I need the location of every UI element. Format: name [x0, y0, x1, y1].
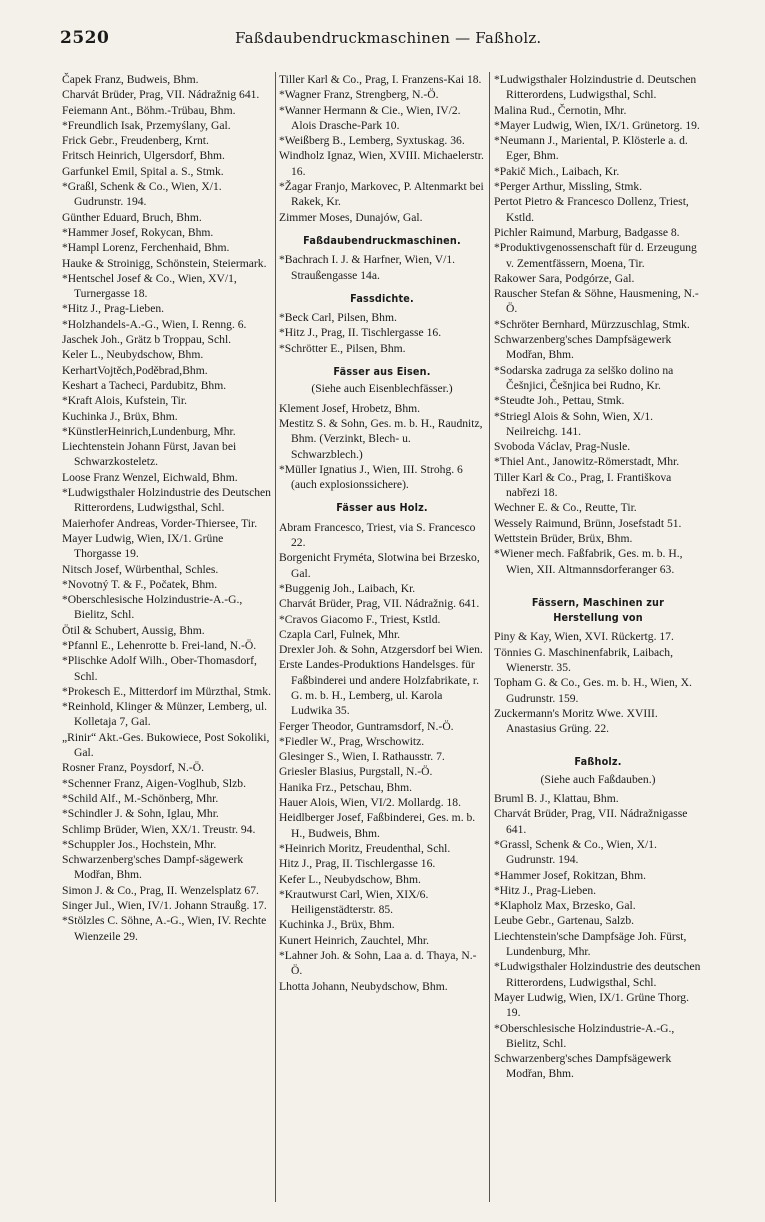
directory-entry: „Rinir“ Akt.-Ges. Bukowiece, Post Sokoliki, Gal. [62, 730, 270, 760]
directory-entry: *Steudte Joh., Pettau, Stmk. [494, 394, 625, 408]
directory-entry: *Bachrach I. J. & Harfner, Wien, V/1. Straußengasse 14a. [279, 253, 456, 282]
directory-entry: *Striegl Alois & Sohn, Wien, X/1. Neilreichg. 141. [494, 409, 654, 438]
directory-entry: Glesinger S., Wien, I. Rathausstr. 7. [279, 750, 445, 764]
section-entries [494, 629, 702, 736]
directory-entry: Erste Landes-Produktions Handelsges. für Faßbinderei und andere Holzfabrikate, r. G. m. b. H., Lemberg, ul. Karola Ludwika 35. [279, 658, 480, 718]
section-faessern-maschinen [494, 595, 702, 626]
directory-entry: Schlimp Brüder, Wien, XX/1. Treustr. 94. [62, 822, 256, 836]
directory-entry: *Ludwigsthaler Holzindustrie d. Deutschen Ritterordens, Ludwigsthal, Schl. [494, 73, 697, 102]
directory-entry: *Pfannl E., Lehenrotte b. Frei-land, N.-Ö. [62, 638, 257, 652]
directory-entry: *Wiener mech. Faßfabrik, Ges. m. b. H., Wien, XII. Altmannsdorferanger 63. [494, 547, 683, 576]
directory-entry: Singer Jul., Wien, IV/1. Johann Straußg. 17. [62, 899, 267, 913]
directory-entry: Tönnies G. Maschinenfabrik, Laibach, Wienerstr. 35. [494, 645, 674, 674]
column-3 [494, 72, 702, 1202]
directory-entry: *KünstlerHeinrich,Lundenburg, Mhr. [62, 424, 236, 438]
directory-entry: *Kraft Alois, Kufstein, Tir. [62, 394, 187, 408]
directory-entry: Rauscher Stefan & Söhne, Hausmening, N.-Ö. [494, 287, 699, 316]
directory-entry: *Ludwigsthaler Holzindustrie des deutschen Ritterordens, Ludwigsthal, Schl. [494, 960, 701, 989]
directory-entry: Zuckermann's Moritz Wwe. XVIII. Anastasius Grüng. 22. [494, 706, 658, 736]
directory-entry: *Müller Ignatius J., Wien, III. Strohg. 6 (auch explosionssichere). [279, 462, 463, 492]
section-entries [494, 791, 702, 1082]
directory-entry: Borgenicht Fryméta, Slotwina bei Brzesko, Gal. [279, 551, 480, 580]
directory-entry: *Oberschlesische Holzindustrie-A.-G., Bielitz, Schl. [62, 593, 243, 622]
section-entries [279, 310, 485, 356]
section-title: Fässern, Maschinen zur Herstellung von [531, 595, 665, 625]
directory-entry: *Novotný T. & F., Počatek, Bhm. [62, 577, 218, 591]
directory-entry: Abram Francesco, Triest, via S. Francesco 22. [279, 520, 476, 550]
directory-entry: Rakower Sara, Podgórze, Gal. [494, 271, 635, 285]
directory-entry: *Schild Alf., M.-Schönberg, Mhr. [62, 791, 219, 805]
directory-entry: KerhartVojtěch,Poděbrad,Bhm. [62, 363, 208, 377]
column-rule-2 [489, 72, 490, 1202]
directory-entry: Schwarzenberg'sches Dampfsägewerk Modřan, Bhm. [494, 1052, 672, 1081]
directory-entry: Keshart a Tacheci, Pardubitz, Bhm. [62, 378, 227, 392]
directory-entry: *Lahner Joh. & Sohn, Laa a. d. Thaya, N.-Ö. [279, 949, 477, 978]
column-3-top-list [494, 72, 702, 577]
section-fassholz [494, 754, 702, 787]
directory-entry: Keler L., Neubydschow, Bhm. [62, 348, 204, 362]
column-rule-1 [275, 72, 276, 1202]
directory-entry: Hitz J., Prag, II. Tischlergasse 16. [279, 857, 436, 871]
directory-entry: Drexler Joh. & Sohn, Atzgersdorf bei Wien. [279, 643, 483, 657]
directory-entry: *Hentschel Josef & Co., Wien, XV/1, Turnergasse 18. [62, 271, 237, 301]
directory-entry: Charvát Brüder, Prag, VII. Nádražnig. 641. [279, 597, 480, 611]
directory-entry: *Produktivgenossenschaft für d. Erzeugung v. Zementfässern, Moena, Tir. [494, 241, 697, 270]
directory-entry: Charvát Brüder, Prag, VII. Nádražnig 641. [62, 88, 260, 102]
directory-entry: Mayer Ludwig, Wien, IX/1. Grüne Thorg. 19. [494, 990, 689, 1020]
directory-entry: *Grassl, Schenk & Co., Wien, X/1. Gudrunstr. 194. [494, 837, 657, 867]
section-entries [279, 252, 485, 283]
directory-entry: Charvát Brüder, Prag, VII. Nádražnigasse 641. [494, 807, 688, 836]
page-header [60, 28, 710, 54]
section-title: Fassdichte. [350, 291, 414, 305]
directory-entry: *Klapholz Max, Brzesko, Gal. [494, 899, 636, 913]
directory-entry: *Wagner Franz, Strengberg, N.-Ö. [279, 88, 439, 102]
directory-entry: Klement Josef, Hrobetz, Bhm. [279, 401, 421, 415]
directory-entry: Ötil & Schubert, Aussig, Bhm. [62, 623, 205, 637]
directory-entry: *Žagar Franjo, Markovec, P. Altenmarkt bei Rakek, Kr. [279, 180, 484, 209]
section-note: (Siehe auch Eisenblechfässer.) [311, 382, 453, 396]
directory-entry: Fritsch Heinrich, Ulgersdorf, Bhm. [62, 149, 225, 163]
directory-entry: Piny & Kay, Wien, XVI. Rückertg. 17. [494, 630, 674, 644]
section-entries [279, 520, 485, 994]
section-entries [279, 401, 485, 493]
directory-entry: Nitsch Josef, Würbenthal, Schles. [62, 562, 219, 576]
directory-entry: *Cravos Giacomo F., Triest, Kstld. [279, 612, 441, 626]
directory-entry: Kunert Heinrich, Zauchtel, Mhr. [279, 933, 430, 947]
column-1 [62, 72, 272, 1202]
directory-entry: *Graßl, Schenk & Co., Wien, X/1. Gudrunstr. 194. [62, 180, 222, 209]
directory-entry: Svoboda Václav, Prag-Nusle. [494, 440, 631, 454]
directory-entry: Garfunkel Emil, Spital a. S., Stmk. [62, 164, 224, 178]
directory-entry: Leube Gebr., Gartenau, Salzb. [494, 914, 635, 928]
directory-entry: Günther Eduard, Bruch, Bhm. [62, 210, 202, 224]
directory-entry: *Schröter Bernhard, Mürzzuschlag, Stmk. [494, 317, 690, 331]
directory-entry: *Oberschlesische Holzindustrie-A.-G., Bielitz, Schl. [494, 1021, 675, 1050]
directory-entry: Wettstein Brüder, Brüx, Bhm. [494, 531, 633, 545]
directory-entry: Liechtenstein'sche Dampfsäge Joh. Fürst, Lundenburg, Mhr. [494, 929, 687, 959]
directory-entry: Pichler Raimund, Marburg, Badgasse 8. [494, 225, 680, 239]
directory-entry: *Holzhandels-A.-G., Wien, I. Renng. 6. [62, 317, 247, 331]
section-faesser-aus-holz [279, 500, 485, 515]
directory-entry: Maierhofer Andreas, Vorder-Thiersee, Tir. [62, 516, 258, 530]
directory-entry: *Pakič Mich., Laibach, Kr. [494, 164, 620, 178]
directory-entry: Schwarzenberg'sches Dampf-sägewerk Modřan, Bhm. [62, 853, 244, 882]
directory-entry: Loose Franz Wenzel, Eichwald, Bhm. [62, 470, 238, 484]
directory-entry: Feiemann Ant., Böhm.-Trübau, Bhm. [62, 103, 236, 117]
directory-entry: *Heinrich Moritz, Freudenthal, Schl. [279, 841, 451, 855]
directory-entry: *Buggenig Joh., Laibach, Kr. [279, 581, 416, 595]
directory-entry: *Thiel Ant., Janowitz-Römerstadt, Mhr. [494, 455, 680, 469]
directory-entry: Heidlberger Josef, Faßbinderei, Ges. m. b. H., Budweis, Bhm. [279, 811, 476, 840]
page-number: 2520 [60, 28, 110, 48]
directory-entry: *Stölzles C. Söhne, A.-G., Wien, IV. Rechte Wienzeile 29. [62, 914, 267, 943]
section-title: Fässer aus Eisen. [333, 365, 431, 379]
directory-entry: Hanika Frz., Petschau, Bhm. [279, 780, 412, 794]
directory-entry: Windholz Ignaz, Wien, XVIII. Michaelerstr. 16. [279, 149, 484, 178]
directory-entry: *Prokesch E., Mitterdorf im Mürzthal, Stmk. [62, 684, 271, 698]
directory-entry: Wechner E. & Co., Reutte, Tir. [494, 501, 637, 515]
directory-entry: Kefer L., Neubydschow, Bhm. [279, 872, 421, 886]
directory-entry: Topham G. & Co., Ges. m. b. H., Wien, X. Gudrunstr. 159. [494, 676, 692, 705]
directory-entry: Rosner Franz, Poysdorf, N.-Ö. [62, 761, 205, 775]
section-title: Fässer aus Holz. [336, 501, 428, 515]
directory-entry: *Hitz J., Prag, II. Tischlergasse 16. [279, 326, 442, 340]
section-title: Faßholz. [574, 755, 622, 769]
directory-entry: *Sodarska zadruga za selško dolino na Češnjici, Češnjica bei Rudno, Kr. [494, 363, 674, 392]
directory-entry: Bruml B. J., Klattau, Bhm. [494, 792, 619, 806]
directory-entry: Schwarzenberg'sches Dampfsägewerk Modřan, Bhm. [494, 333, 672, 362]
directory-entry: Lhotta Johann, Neubydschow, Bhm. [279, 979, 448, 993]
directory-entry: Tiller Karl & Co., Prag, I. Franzens-Kai 18. [279, 73, 482, 86]
directory-entry: Czapla Carl, Fulnek, Mhr. [279, 627, 401, 641]
directory-entry: Hauke & Stroinigg, Schönstein, Steiermark. [62, 256, 267, 270]
directory-entry: Wessely Raimund, Brünn, Josefstadt 51. [494, 516, 682, 530]
directory-entry: Zimmer Moses, Dunajów, Gal. [279, 210, 423, 224]
directory-entry: Jaschek Joh., Grätz b Troppau, Schl. [62, 333, 232, 347]
directory-entry: *Fiedler W., Prag, Wrschowitz. [279, 734, 425, 748]
directory-entry: Malina Rud., Černotin, Mhr. [494, 103, 627, 117]
directory-entry: *Mayer Ludwig, Wien, IX/1. Grünetorg. 19. [494, 118, 700, 132]
directory-entry: *Hitz J., Prag-Lieben. [62, 302, 165, 316]
directory-entry: Tiller Karl & Co., Prag, I. Františkova nabřezi 18. [494, 470, 672, 500]
directory-entry: *Hitz J., Prag-Lieben. [494, 883, 597, 897]
directory-entry: Frick Gebr., Freudenberg, Krnt. [62, 134, 209, 148]
directory-entry: *Neumann J., Mariental, P. Klösterle a. d. Eger, Bhm. [494, 134, 688, 163]
directory-entry: Griesler Blasius, Purgstall, N.-Ö. [279, 765, 433, 779]
section-fassdichte [279, 291, 485, 306]
directory-entry: *Beck Carl, Pilsen, Bhm. [279, 311, 397, 325]
directory-entry: Pertot Pietro & Francesco Dollenz, Triest, Kstld. [494, 195, 689, 224]
directory-entry: Simon J. & Co., Prag, II. Wenzelsplatz 67. [62, 883, 259, 897]
column-2 [279, 72, 485, 1202]
directory-entry: Kuchinka J., Brüx, Bhm. [62, 409, 178, 423]
running-title: Faßdaubendruckmaschinen — Faßholz. [235, 29, 542, 47]
directory-entry: *Wanner Hermann & Cie., Wien, IV/2. Alois Drasche-Park 10. [279, 103, 461, 132]
directory-entry: *Hammer Josef, Rokycan, Bhm. [62, 225, 214, 239]
directory-entry: *Ludwigsthaler Holzindustrie des Deutschen Ritterordens, Ludwigsthal, Schl. [62, 486, 271, 515]
directory-entry: *Reinhold, Klinger & Münzer, Lemberg, ul. Kolletaja 7, Gal. [62, 700, 268, 729]
directory-entry: *Hampl Lorenz, Ferchenhaid, Bhm. [62, 241, 230, 255]
directory-entry: Liechtenstein Johann Fürst, Javan bei Schwarzkosteletz. [62, 440, 237, 469]
directory-entry: *Schenner Franz, Aigen-Voglhub, Slzb. [62, 776, 246, 790]
directory-entry: *Perger Arthur, Missling, Stmk. [494, 180, 643, 194]
directory-entry: *Schuppler Jos., Hochstein, Mhr. [62, 837, 217, 851]
directory-entry: Ferger Theodor, Guntramsdorf, N.-Ö. [279, 719, 454, 733]
directory-entry: Hauer Alois, Wien, VI/2. Mollardg. 18. [279, 796, 462, 810]
directory-entry: *Krautwurst Carl, Wien, XIX/6. Heiligenstädterstr. 85. [279, 887, 429, 917]
section-faesser-aus-eisen [279, 364, 485, 397]
directory-entry: Kuchinka J., Brüx, Bhm. [279, 918, 395, 932]
directory-entry: Mayer Ludwig, Wien, IX/1. Grüne Thorgasse 19. [62, 531, 224, 561]
directory-entry: *Hammer Josef, Rokitzan, Bhm. [494, 868, 646, 882]
section-title: Faßdaubendruckmaschinen. [303, 233, 461, 247]
section-note: (Siehe auch Faßdauben.) [540, 772, 656, 786]
directory-entry: *Freundlich Isak, Przemyślany, Gal. [62, 118, 231, 132]
section-fassdaubendruckmaschinen [279, 233, 485, 248]
directory-entry: *Weißberg B., Lemberg, Syxtuskag. 36. [279, 134, 465, 148]
directory-entry: *Schrötter E., Pilsen, Bhm. [279, 341, 406, 355]
directory-entry: Čapek Franz, Budweis, Bhm. [62, 73, 199, 86]
column-2-top-list [279, 72, 485, 225]
directory-entry: Mestitz S. & Sohn, Ges. m. b. H., Raudnitz, Bhm. (Verzinkt, Blech- u. Schwarzblech.) [279, 416, 483, 461]
directory-entry: *Schindler J. & Sohn, Iglau, Mhr. [62, 807, 219, 821]
directory-entry: *Plischke Adolf Wilh., Ober-Thomasdorf, Schl. [62, 654, 257, 683]
